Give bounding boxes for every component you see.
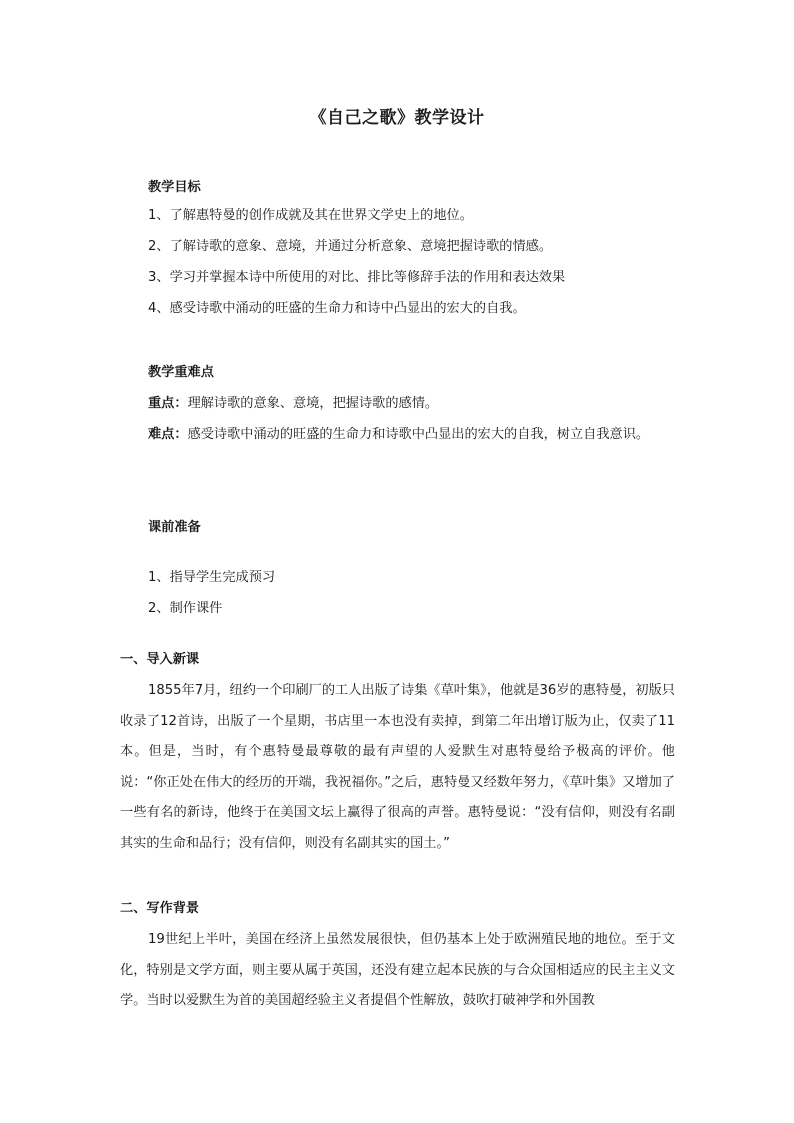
prep-item-1: 1、指导学生完成预习 — [148, 570, 276, 585]
page-title: 《自己之歌》教学设计 — [309, 108, 485, 128]
goals-heading: 教学目标 — [148, 180, 201, 195]
goal-item-1: 1、了解惠特曼的创作成就及其在世界文学史上的地位。 — [148, 208, 473, 223]
prep-item-2: 2、制作课件 — [148, 601, 223, 616]
difficult-point — [148, 425, 649, 445]
goal-item-2: 2、了解诗歌的意象、意境，并通过分析意象、意境把握诗歌的情感。 — [148, 239, 553, 254]
section1-heading: 一、导入新课 — [120, 652, 200, 667]
section2-heading: 二、写作背景 — [120, 901, 200, 916]
difficult-point-text: 感受诗歌中涌动的旺盛的生命力和诗歌中凸显出的宏大的自我，树立自我意识。 — [187, 427, 650, 442]
keypoints-heading: 教学重难点 — [148, 365, 214, 380]
difficult-point-label: 难点： — [148, 427, 188, 442]
goal-item-4: 4、感受诗歌中涌动的旺盛的生命力和诗中凸显出的宏大的自我。 — [148, 301, 526, 316]
key-point-text: 理解诗歌的意象、意境，把握诗歌的感情。 — [187, 396, 439, 411]
section2-body: 19世纪上半叶，美国在经济上虽然发展很快，但仍基本上处于欧洲殖民地的地位。至于文化，特别是文学方面，则主要从属于英国，还没有建立起本民族的与合众国相适应的民主主义文学。当时以爱默生为首的美国超经验主义者提倡个性解放，鼓吹打破神学和外国教 — [120, 932, 675, 1008]
prep-heading: 课前准备 — [148, 520, 201, 535]
section1-body: 1855年7月，纽约一个印刷厂的工人出版了诗集《草叶集》，他就是36岁的惠特曼，初版只收录了12首诗，出版了一个星期，书店里一本也没有卖掉，到第二年出增订版为止，仅卖了11本。但是，当时，有个惠特曼最尊敬的最有声望的人爱默生对惠特曼给予极高的评价。他说：“你正处在伟大的经历的开端，我祝福你。”之后，惠特曼又经数年努力，《草叶集》又增加了一些有名的新诗，他终于在美国文坛上赢得了很高的声誉。惠特曼说：“没有信仰，则没有名副其实的生命和品行；没有信仰，则没有名副其实的国土。” — [120, 683, 675, 851]
goal-item-3: 3、学习并掌握本诗中所使用的对比、排比等修辞手法的作用和表达效果 — [148, 270, 566, 285]
key-point — [148, 394, 438, 414]
key-point-label: 重点： — [148, 396, 188, 411]
